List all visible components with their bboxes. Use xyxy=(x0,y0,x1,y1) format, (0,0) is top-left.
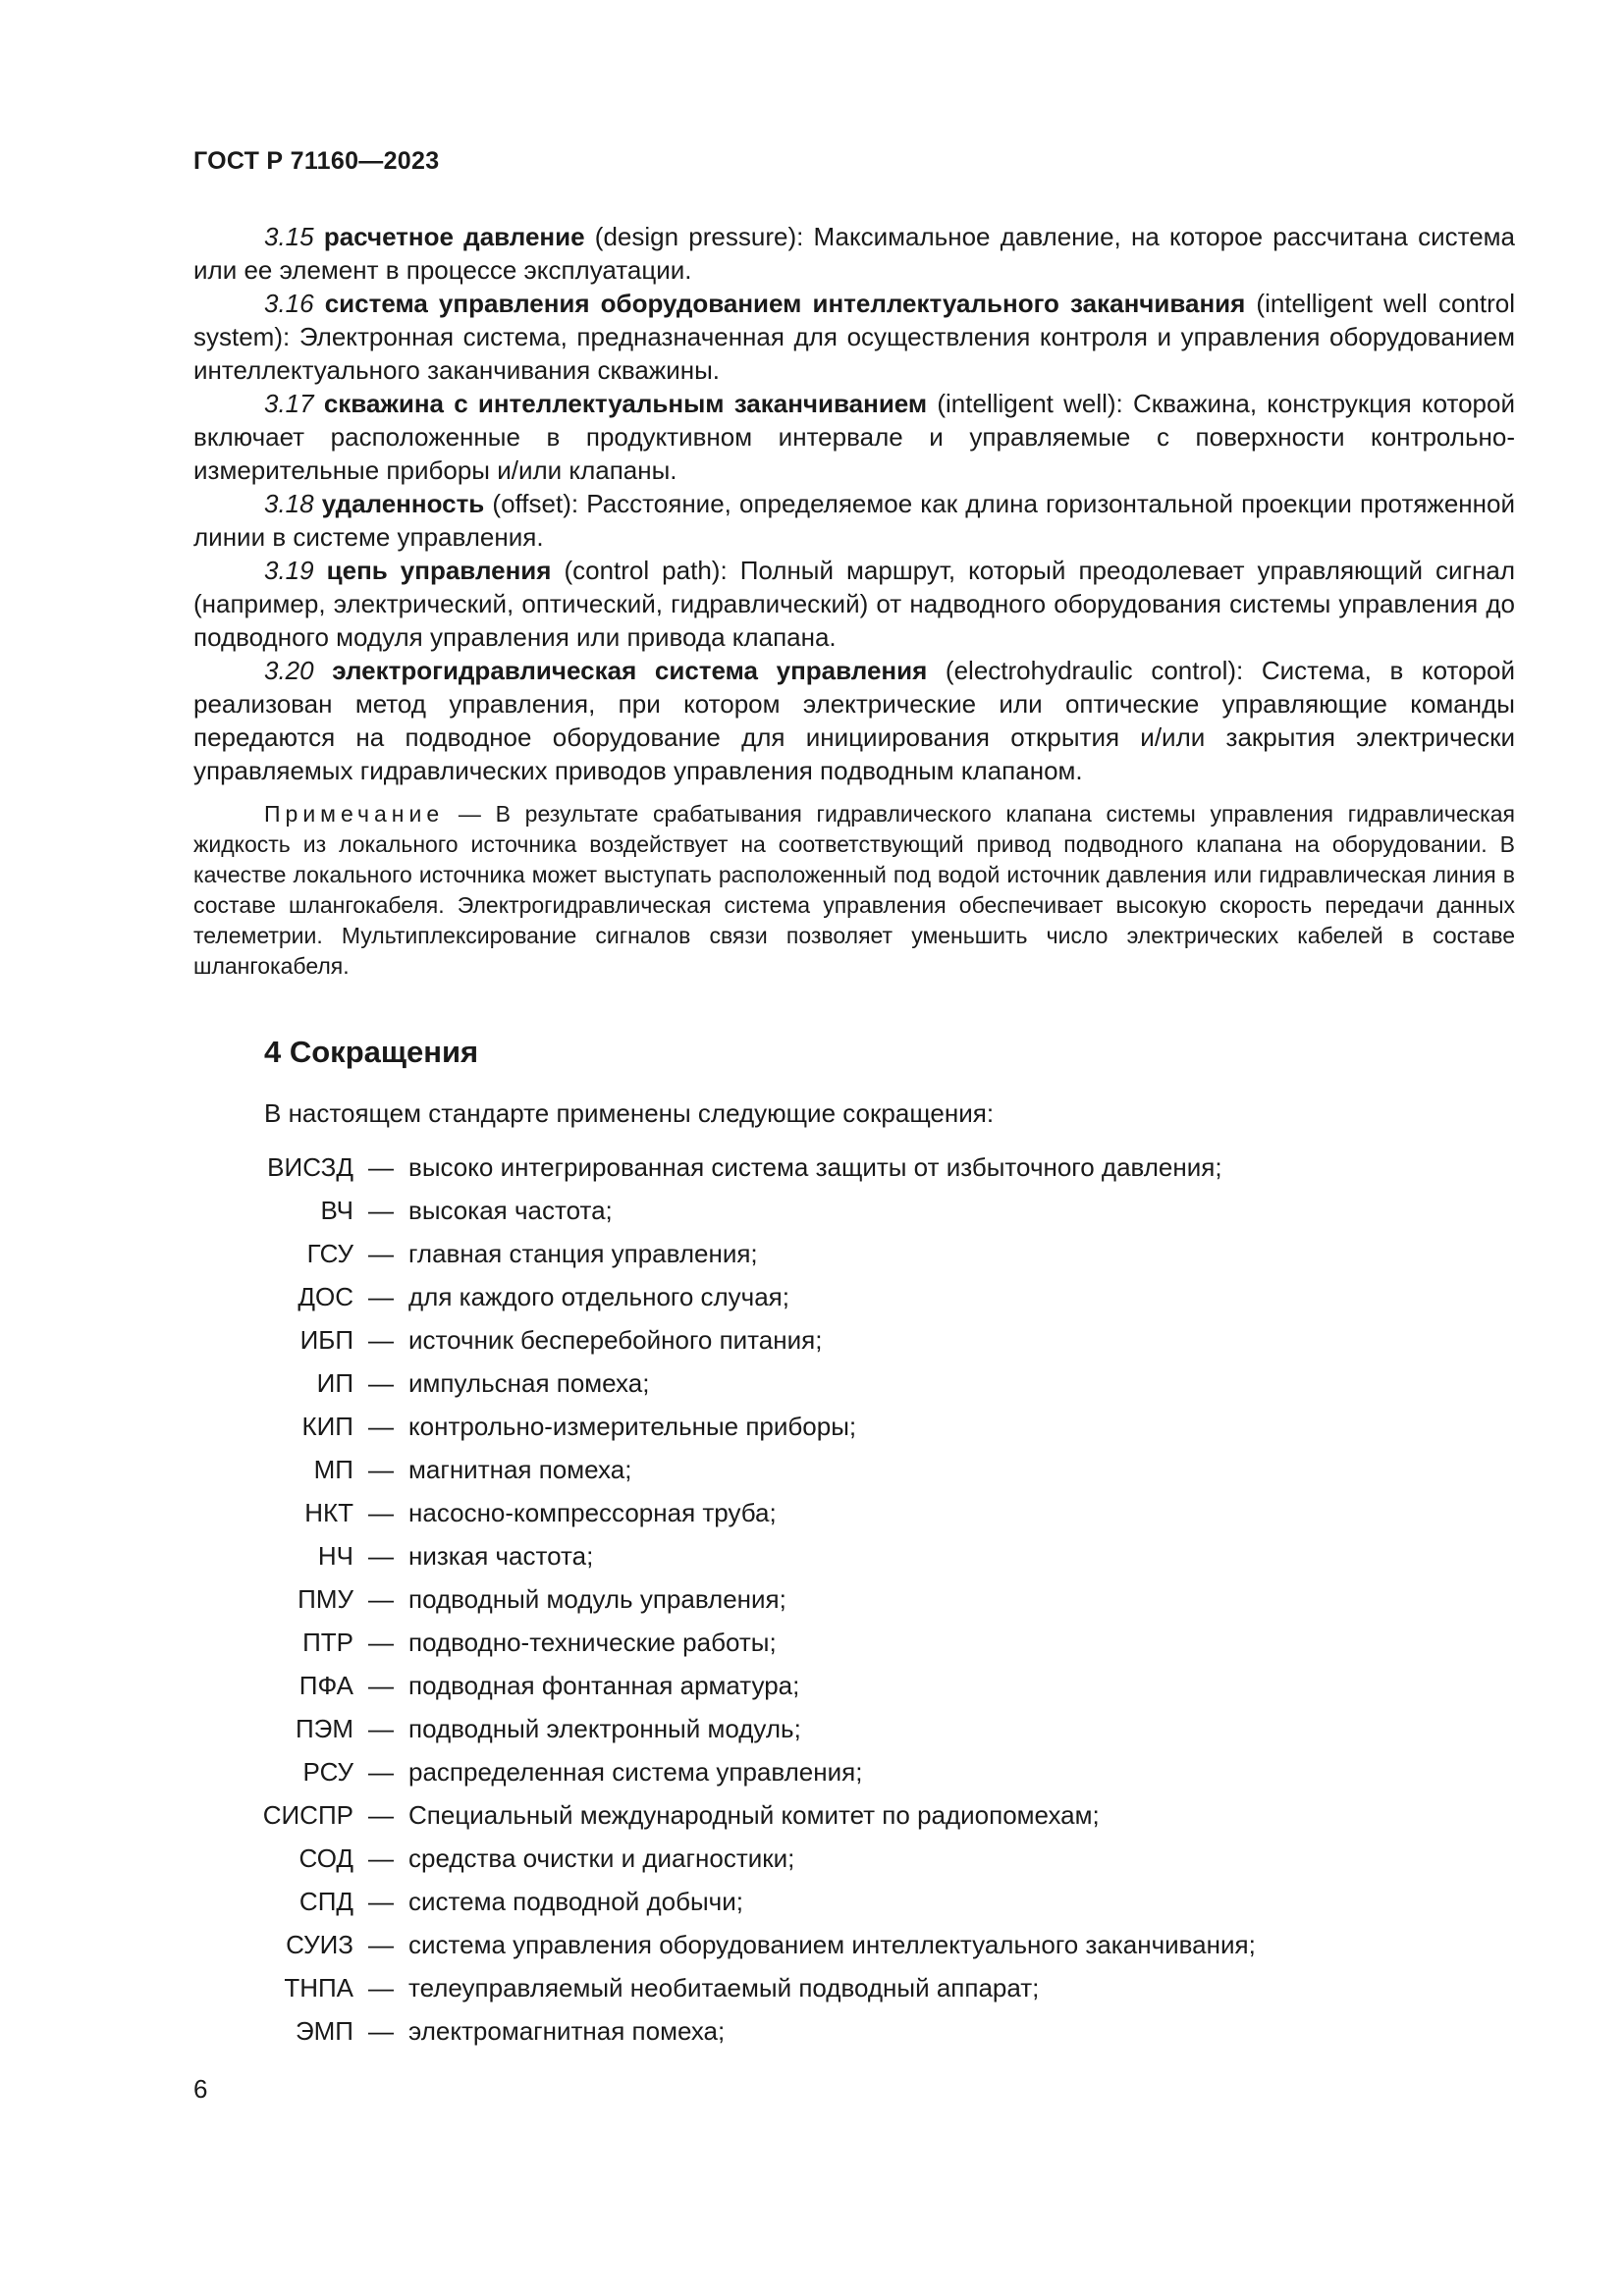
abbreviation-dash: — xyxy=(368,1367,394,1398)
abbreviation-code: ИП xyxy=(316,1367,353,1398)
term-number: 3.20 xyxy=(264,656,314,685)
term-definition: (intelligent well control system): Электронная система, предназначенная для осуществления контроля и управления оборудованием интеллектуального заканчивания скважины. xyxy=(193,289,1515,385)
abbreviation-row xyxy=(193,1232,1515,1275)
abbreviation-code: ДОС xyxy=(298,1281,353,1311)
abbreviation-row xyxy=(193,1405,1515,1448)
term-3-15 xyxy=(193,220,1515,287)
abbreviation-dash: — xyxy=(368,1583,394,1614)
section-title: 4 Сокращения xyxy=(264,1035,479,1069)
term-name: электрогидравлическая система управления xyxy=(332,656,928,685)
note-text: — В результате срабатывания гидравлического клапана системы управления гидравлическая жидкость из локального источника воздействует на соответствующий привод подводного клапана на оборудовании. В качестве локального источника может выступать расположенный под водой источник давления или гидравлическая линия в составе шлангокабеля. Электрогидравлическая система управления обеспечивает высокую скорость передачи данных телеметрии. Мультиплексирование сигналов связи позволяет уменьшить число электрических кабелей в составе шлангокабеля. xyxy=(193,801,1515,979)
term-name: скважина с интеллектуальным заканчиванием xyxy=(323,389,928,418)
term-3-18 xyxy=(193,487,1515,554)
abbreviation-definition: подводный электронный модуль; xyxy=(408,1713,801,1743)
abbreviation-code: НКТ xyxy=(304,1497,353,1527)
abbreviation-dash: — xyxy=(368,1799,394,1830)
abbreviation-definition: источник бесперебойного питания; xyxy=(408,1324,823,1355)
abbreviation-row xyxy=(193,1664,1515,1707)
abbreviation-code: ИБП xyxy=(299,1324,353,1355)
abbreviation-row xyxy=(193,1318,1515,1362)
term-number: 3.19 xyxy=(264,556,314,585)
abbreviation-row xyxy=(193,1146,1515,1189)
abbreviation-dash: — xyxy=(368,1454,394,1484)
abbreviation-dash: — xyxy=(368,1238,394,1268)
abbreviation-definition: подводная фонтанная арматура; xyxy=(408,1670,800,1700)
abbreviation-dash: — xyxy=(368,1972,394,2002)
abbreviation-code: СОД xyxy=(298,1842,353,1873)
abbreviation-definition: магнитная помеха; xyxy=(408,1454,632,1484)
abbreviation-definition: подводный модуль управления; xyxy=(408,1583,786,1614)
note-paragraph xyxy=(193,799,1515,982)
abbreviation-row xyxy=(193,2009,1515,2053)
abbreviation-definition: низкая частота; xyxy=(408,1540,594,1571)
abbreviation-code: ПЭМ xyxy=(295,1713,353,1743)
abbreviation-row xyxy=(193,1275,1515,1318)
section-intro: В настоящем стандарте применены следующие сокращения: xyxy=(264,1098,995,1128)
abbreviation-definition: средства очистки и диагностики; xyxy=(408,1842,795,1873)
abbreviation-code: МП xyxy=(313,1454,353,1484)
page-number: 6 xyxy=(193,2074,208,2104)
term-3-17 xyxy=(193,387,1515,487)
abbreviation-code: ЭМП xyxy=(295,2015,353,2046)
abbreviation-row xyxy=(193,1448,1515,1491)
abbreviation-code: ГСУ xyxy=(306,1238,353,1268)
term-number: 3.16 xyxy=(264,289,314,318)
abbreviation-code: ВИСЗД xyxy=(267,1151,353,1182)
abbreviation-code: КИП xyxy=(301,1411,353,1441)
abbreviation-dash: — xyxy=(368,1411,394,1441)
abbreviation-code: РСУ xyxy=(302,1756,353,1787)
terms-section xyxy=(193,220,1515,982)
abbreviation-dash: — xyxy=(368,1281,394,1311)
abbreviation-definition: Специальный международный комитет по радиопомехам; xyxy=(408,1799,1100,1830)
abbreviation-dash: — xyxy=(368,1627,394,1657)
abbreviation-definition: высокая частота; xyxy=(408,1195,613,1225)
abbreviation-dash: — xyxy=(368,1324,394,1355)
term-definition: (intelligent well): Скважина, конструкция которой включает расположенные в продуктивном интервале и управляемые с поверхности контрольно-измерительные приборы и/или клапаны. xyxy=(193,389,1515,485)
abbreviation-list xyxy=(193,1146,1515,2053)
abbreviation-definition: импульсная помеха; xyxy=(408,1367,650,1398)
abbreviation-code: СУИЗ xyxy=(286,1929,353,1959)
abbreviation-code: СИСПР xyxy=(262,1799,353,1830)
abbreviation-code: ПТР xyxy=(302,1627,353,1657)
term-3-16 xyxy=(193,287,1515,387)
abbreviation-dash: — xyxy=(368,1151,394,1182)
term-definition: (offset): Расстояние, определяемое как длина горизонтальной проекции протяженной линии в системе управления. xyxy=(193,489,1515,552)
term-3-20 xyxy=(193,654,1515,787)
abbreviation-code: СПД xyxy=(298,1886,353,1916)
abbreviation-dash: — xyxy=(368,1670,394,1700)
term-name: удаленность xyxy=(321,489,485,518)
abbreviation-row xyxy=(193,1362,1515,1405)
term-name: расчетное давление xyxy=(323,222,585,251)
abbreviation-definition: высоко интегрированная система защиты от избыточного давления; xyxy=(408,1151,1222,1182)
term-definition: (control path): Полный маршрут, который преодолевает управляющий сигнал (например, электрический, оптический, гидравлический) от надводного оборудования системы управления до подводного модуля управления или привода клапана. xyxy=(193,556,1515,652)
abbreviation-definition: телеуправляемый необитаемый подводный аппарат; xyxy=(408,1972,1040,2002)
abbreviation-definition: насосно-компрессорная труба; xyxy=(408,1497,777,1527)
term-definition: (design pressure): Максимальное давление, на которое рассчитана система или ее элемент в процессе эксплуатации. xyxy=(193,222,1515,285)
abbreviation-code: НЧ xyxy=(317,1540,353,1571)
abbreviation-row xyxy=(193,1621,1515,1664)
term-number: 3.17 xyxy=(264,389,314,418)
abbreviation-row xyxy=(193,1189,1515,1232)
abbreviation-row xyxy=(193,1923,1515,1966)
abbreviation-dash: — xyxy=(368,1842,394,1873)
abbreviation-code: ТНПА xyxy=(284,1972,353,2002)
abbreviation-row xyxy=(193,1966,1515,2009)
abbreviation-row xyxy=(193,1880,1515,1923)
abbreviation-definition: система подводной добычи; xyxy=(408,1886,743,1916)
abbreviation-dash: — xyxy=(368,1886,394,1916)
abbreviation-dash: — xyxy=(368,2015,394,2046)
note-label: Примечание xyxy=(264,801,445,827)
abbreviation-definition: главная станция управления; xyxy=(408,1238,758,1268)
abbreviation-row xyxy=(193,1491,1515,1534)
abbreviation-dash: — xyxy=(368,1497,394,1527)
term-definition: (electrohydraulic control): Система, в которой реализован метод управления, при котором электрические или оптические управляющие команды передаются на подводное оборудование для инициирования открытия и/или закрытия электрически управляемых гидравлических приводов управления подводным клапаном. xyxy=(193,656,1515,785)
abbreviation-definition: подводно-технические работы; xyxy=(408,1627,777,1657)
term-3-19 xyxy=(193,554,1515,654)
abbreviation-definition: распределенная система управления; xyxy=(408,1756,863,1787)
abbreviation-definition: контрольно-измерительные приборы; xyxy=(408,1411,857,1441)
abbreviation-definition: для каждого отдельного случая; xyxy=(408,1281,789,1311)
abbreviation-code: ВЧ xyxy=(320,1195,353,1225)
term-name: система управления оборудованием интеллектуального заканчивания xyxy=(324,289,1246,318)
document-header: ГОСТ Р 71160—2023 xyxy=(193,147,440,175)
abbreviation-dash: — xyxy=(368,1713,394,1743)
abbreviation-code: ПФА xyxy=(298,1670,353,1700)
abbreviation-definition: электромагнитная помеха; xyxy=(408,2015,726,2046)
abbreviation-row xyxy=(193,1707,1515,1750)
abbreviation-row xyxy=(193,1750,1515,1793)
abbreviation-row xyxy=(193,1793,1515,1837)
abbreviation-dash: — xyxy=(368,1540,394,1571)
abbreviation-row xyxy=(193,1577,1515,1621)
abbreviation-row xyxy=(193,1534,1515,1577)
term-name: цепь управления xyxy=(326,556,552,585)
abbreviation-definition: система управления оборудованием интеллектуального заканчивания; xyxy=(408,1929,1256,1959)
abbreviation-code: ПМУ xyxy=(298,1583,353,1614)
abbreviation-dash: — xyxy=(368,1756,394,1787)
term-number: 3.18 xyxy=(264,489,314,518)
abbreviation-row xyxy=(193,1837,1515,1880)
term-number: 3.15 xyxy=(264,222,314,251)
abbreviation-dash: — xyxy=(368,1929,394,1959)
abbreviation-dash: — xyxy=(368,1195,394,1225)
